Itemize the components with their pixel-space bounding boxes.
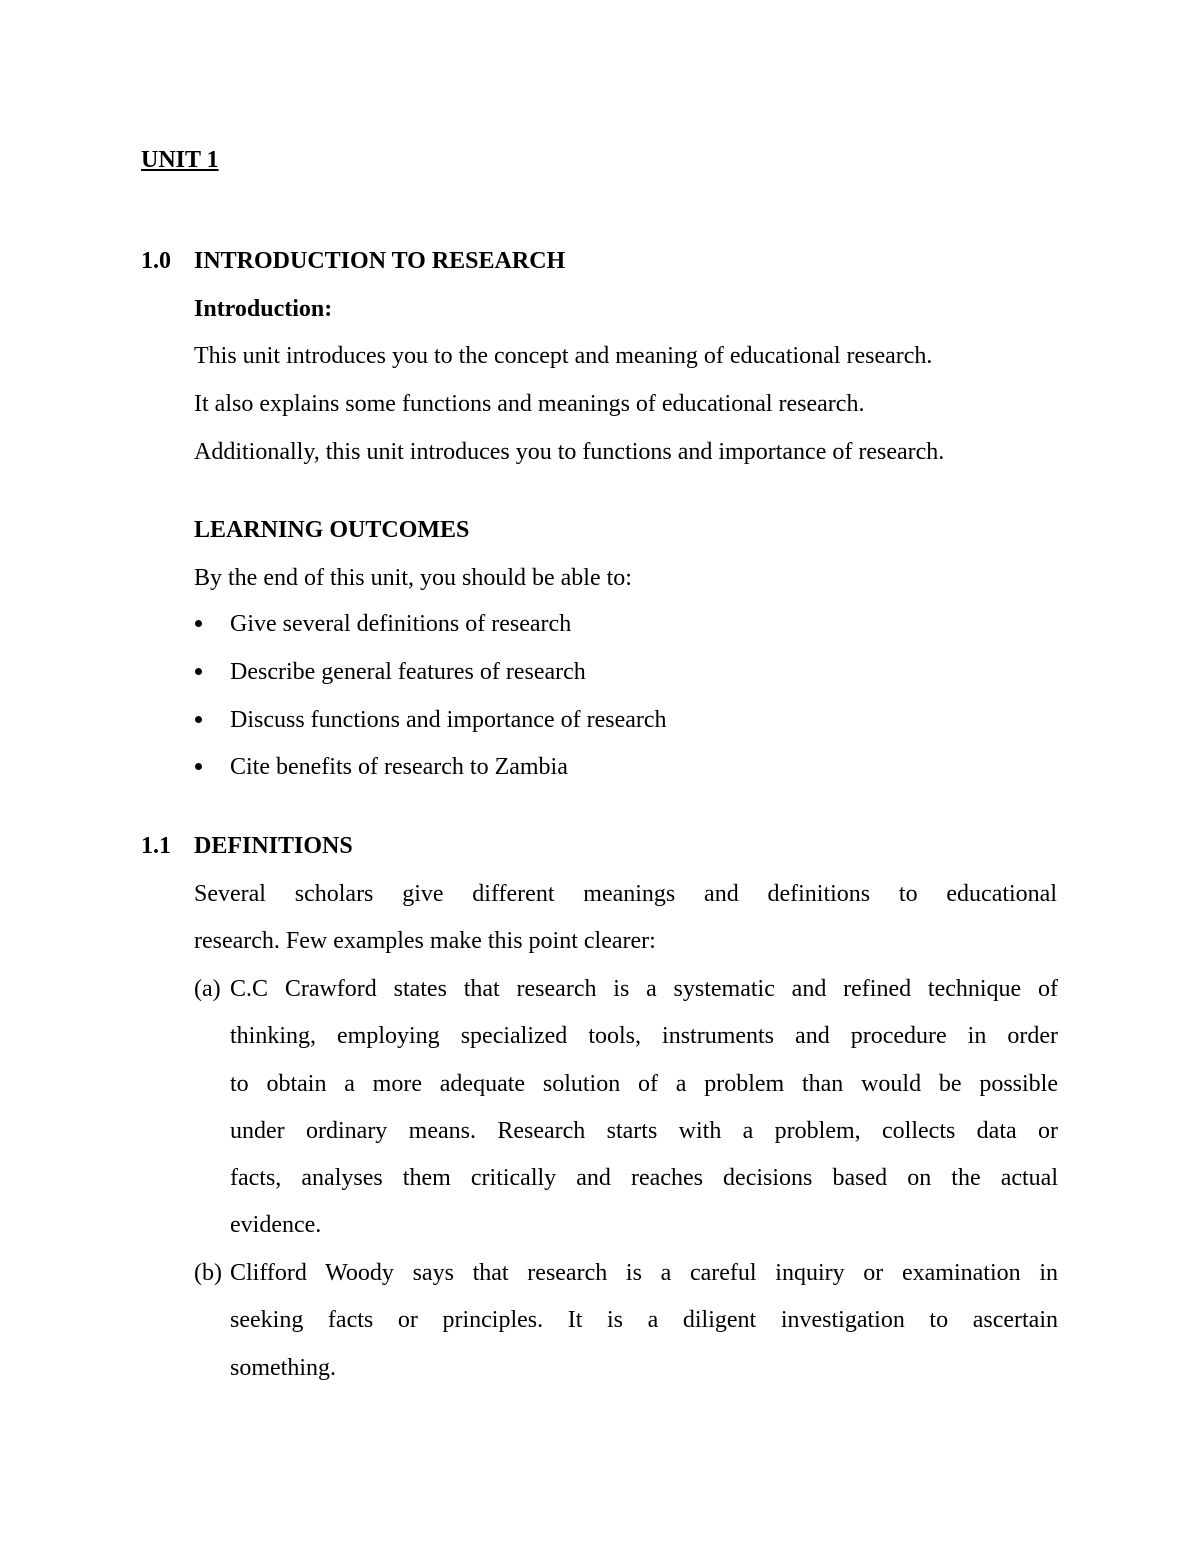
definition-b-line: something. — [230, 1355, 336, 1381]
unit-title: UNIT 1 — [141, 147, 219, 173]
list-item: Give several definitions of research — [230, 611, 572, 637]
intro-line: This unit introduces you to the concept and meaning of educational research. — [194, 343, 933, 369]
list-item: Describe general features of research — [230, 659, 586, 685]
definition-a-line: facts, analyses them critically and reaches decisions based on the actual — [230, 1165, 1058, 1191]
definitions-paragraph-line: Several scholars give different meanings and definitions to educational — [194, 881, 1057, 907]
definition-a-line: evidence. — [230, 1212, 322, 1238]
definition-a-line: to obtain a more adequate solution of a problem than would be possible — [230, 1071, 1058, 1097]
definition-b-label: (b) — [194, 1260, 222, 1286]
introduction-heading: Introduction: — [194, 296, 333, 322]
definition-a-label: (a) — [194, 976, 221, 1002]
intro-line: Additionally, this unit introduces you to functions and importance of research. — [194, 439, 945, 465]
learning-outcomes-heading: LEARNING OUTCOMES — [194, 517, 470, 543]
list-item: Cite benefits of research to Zambia — [230, 754, 568, 780]
definition-b-line: seeking facts or principles. It is a diligent investigation to ascertain — [230, 1307, 1058, 1333]
definitions-paragraph-line: research. Few examples make this point clearer: — [194, 928, 656, 954]
bullet-icon — [195, 668, 202, 675]
section-title-introduction: INTRODUCTION TO RESEARCH — [194, 248, 566, 274]
bullet-icon — [195, 763, 202, 770]
definition-a-line: under ordinary means. Research starts with a problem, collects data or — [230, 1118, 1058, 1144]
bullet-icon — [195, 620, 202, 627]
definition-a-line: C.C Crawford states that research is a systematic and refined technique of — [230, 976, 1058, 1002]
definition-a-line: thinking, employing specialized tools, instruments and procedure in order — [230, 1023, 1058, 1049]
section-number-1-1: 1.1 — [141, 833, 171, 859]
learning-outcomes-lead: By the end of this unit, you should be able to: — [194, 565, 632, 591]
bullet-icon — [195, 716, 202, 723]
section-title-definitions: DEFINITIONS — [194, 833, 353, 859]
list-item: Discuss functions and importance of research — [230, 707, 667, 733]
definition-b-line: Clifford Woody says that research is a careful inquiry or examination in — [230, 1260, 1058, 1286]
section-number-1-0: 1.0 — [141, 248, 171, 274]
intro-line: It also explains some functions and meanings of educational research. — [194, 391, 865, 417]
